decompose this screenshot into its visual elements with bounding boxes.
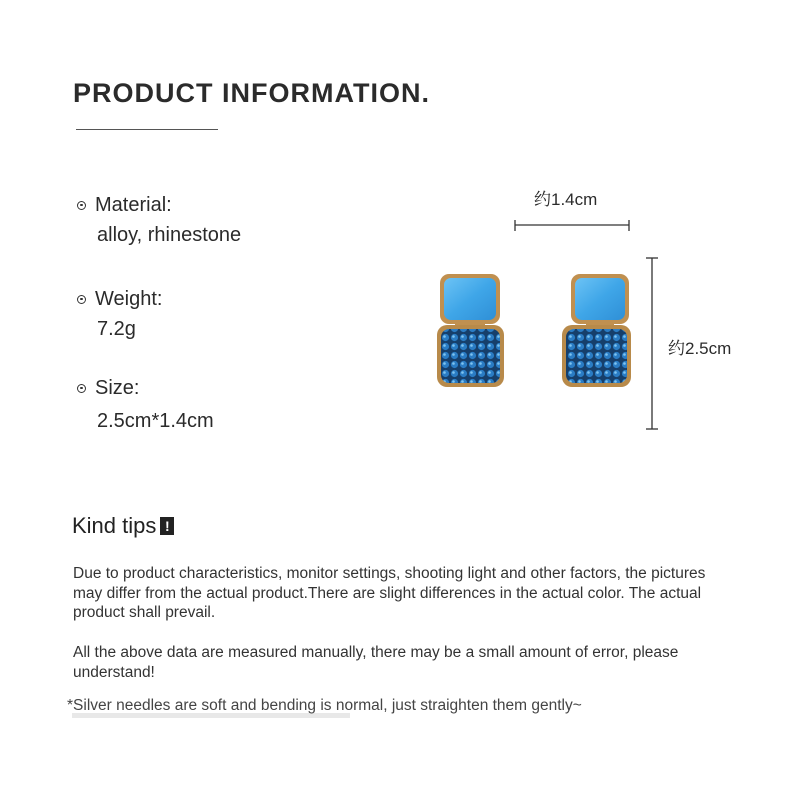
kind-tips-title: Kind tips — [72, 513, 157, 538]
right-earring — [562, 274, 631, 387]
height-measure-line — [646, 258, 658, 429]
exclamation-icon: ! — [160, 517, 174, 535]
measurement-note-paragraph: All the above data are measured manually, there may be a small amount of error, please understand! — [73, 644, 679, 681]
silver-needle-note: *Silver needles are soft and bending is normal, just straighten them gently~ — [67, 697, 582, 714]
spec-weight-label: Weight: — [95, 288, 163, 310]
spec-weight-value: 7.2g — [97, 318, 136, 340]
page-title: PRODUCT INFORMATION. — [73, 78, 430, 108]
spec-size-value: 2.5cm*1.4cm — [97, 410, 214, 432]
disclaimer-paragraph: Due to product characteristics, monitor settings, shooting light and other factors, the pictures may differ from the actual product.There are slight differences in the actual color. The actual product shall prevail. — [73, 565, 706, 621]
width-dimension-label: 约1.4cm — [534, 190, 598, 209]
width-measure-line — [515, 220, 629, 231]
spec-material-label: Material: — [95, 194, 172, 216]
height-dimension-label: 约2.5cm — [668, 339, 732, 358]
left-earring — [437, 274, 504, 387]
spec-material-value: alloy, rhinestone — [97, 224, 242, 246]
kind-tips-heading — [72, 513, 174, 539]
spec-size-label: Size: — [95, 377, 140, 399]
